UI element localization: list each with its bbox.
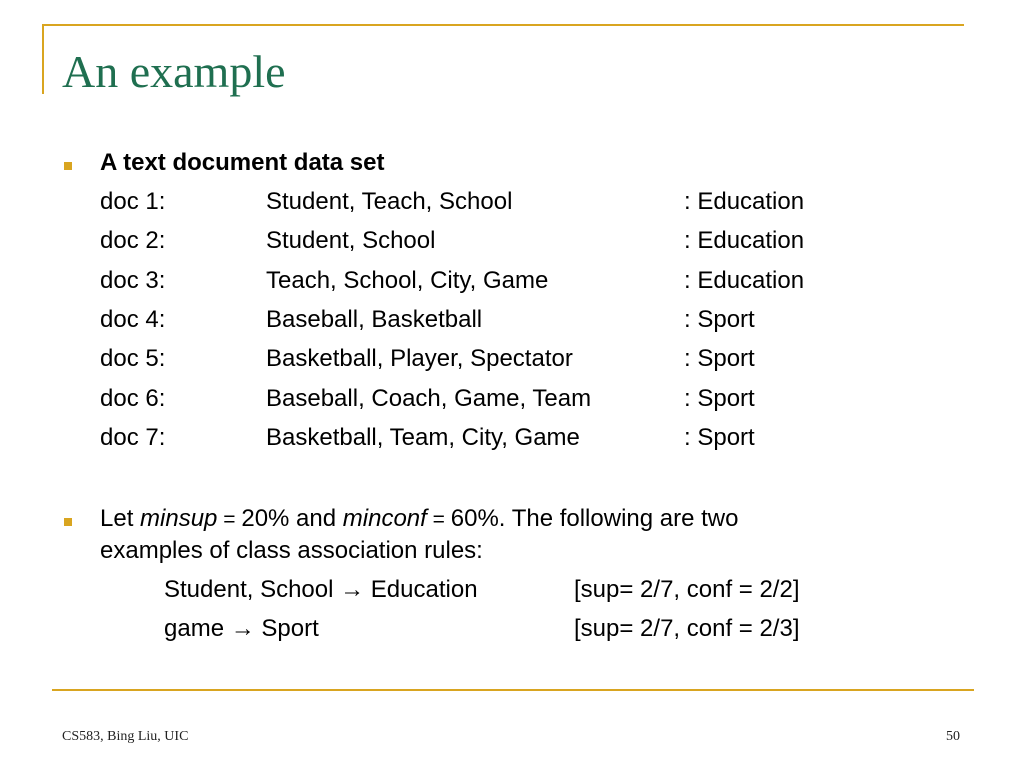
bullet-marker	[64, 518, 72, 526]
doc-class: : Sport	[684, 306, 755, 333]
page-number: 50	[946, 729, 960, 744]
rule-text: Student, School → Education	[164, 576, 478, 603]
footer-credit: CS583, Bing Liu, UIC	[62, 729, 189, 744]
doc-class: : Sport	[684, 345, 755, 372]
top-frame-line	[42, 24, 964, 26]
doc-id: doc 7:	[100, 424, 166, 451]
support-confidence-text	[100, 505, 738, 534]
minsup-value: 20% and	[241, 505, 343, 532]
doc-words: Baseball, Coach, Game, Team	[266, 385, 592, 412]
doc-class: : Education	[684, 227, 805, 254]
doc-words: Baseball, Basketball	[266, 306, 483, 333]
dataset-heading: A text document data set	[100, 149, 385, 176]
doc-class: : Sport	[684, 424, 755, 451]
equals-sign: =	[217, 508, 242, 531]
doc-class: : Sport	[684, 385, 755, 412]
doc-id: doc 4:	[100, 306, 166, 333]
doc-words: Student, School	[266, 227, 436, 254]
doc-id: doc 5:	[100, 345, 166, 372]
doc-class: : Education	[684, 267, 805, 294]
left-frame-line	[42, 24, 44, 94]
doc-id: doc 6:	[100, 385, 166, 412]
bullet-marker	[64, 162, 72, 170]
equals-sign: =	[426, 508, 451, 531]
rule-stats: [sup= 2/7, conf = 2/3]	[574, 615, 800, 642]
slide-title: An example	[62, 46, 286, 97]
bottom-frame-line	[52, 689, 974, 691]
doc-id: doc 3:	[100, 267, 166, 294]
rule-stats: [sup= 2/7, conf = 2/2]	[574, 576, 800, 603]
doc-words: Student, Teach, School	[266, 188, 513, 215]
rule-text: game → Sport	[164, 615, 319, 642]
rules-intro-text: examples of class association rules:	[100, 537, 483, 564]
doc-words: Teach, School, City, Game	[266, 267, 549, 294]
minconf-value: 60%. The following are two	[450, 505, 739, 532]
minconf-term: minconf	[342, 505, 427, 532]
doc-id: doc 1:	[100, 188, 166, 215]
doc-class: : Education	[684, 188, 805, 215]
doc-words: Basketball, Player, Spectator	[266, 345, 573, 372]
minsup-term: minsup	[140, 505, 218, 532]
let-text: Let	[100, 505, 141, 532]
doc-words: Basketball, Team, City, Game	[266, 424, 580, 451]
doc-id: doc 2:	[100, 227, 166, 254]
